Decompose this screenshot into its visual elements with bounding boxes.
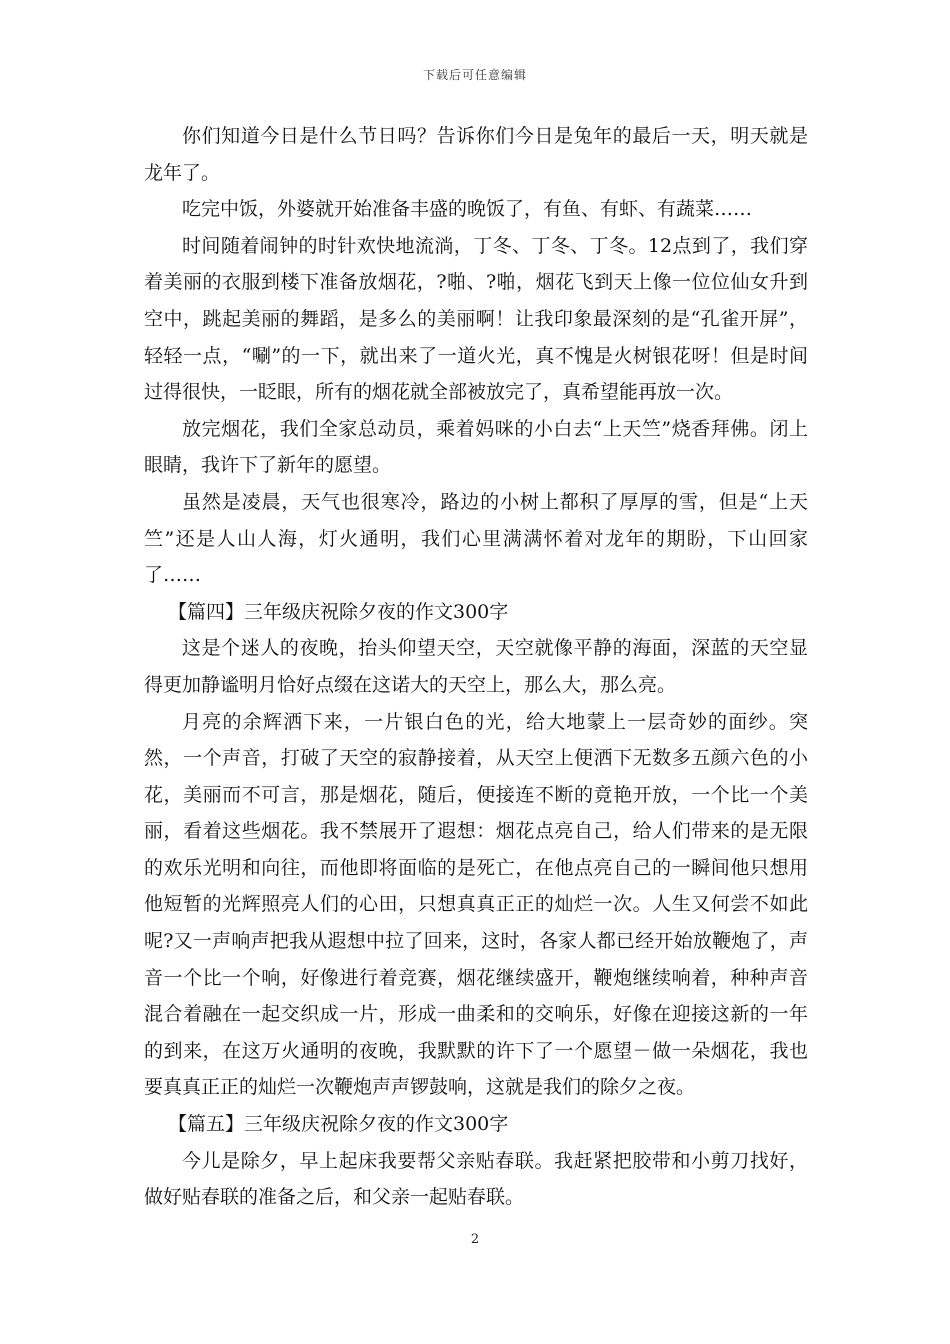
paragraph: 虽然是凌晨，天气也很寒冷，路边的小树上都积了厚厚的雪，但是“上天竺”还是人山人海，灯火通明，我们心里满满怀着对龙年的期盼，下山回家了…… — [144, 490, 808, 587]
paragraph: 这是个迷人的夜晚，抬头仰望天空，天空就像平静的海面，深蓝的天空显得更加静谧明月恰好点缀在这诺大的天空上，那么大，那么亮。 — [144, 637, 808, 696]
paragraph: 月亮的余辉洒下来，一片银白色的光，给大地蒙上一层奇妙的面纱。突然，一个声音，打破了天空的寂静接着，从天空上便洒下无数多五颜六色的小花，美丽而不可言，那是烟花，随后，便接连不断的竟艳开放，一个比一个美丽，看着这些烟花。我不禁展开了遐想：烟花点亮自己，给人们带来的是无限的欢乐光明和向往，而他即将面临的是死亡，在他点亮自己的一瞬间他只想用他短暂的光辉照亮人们的心田，只想真真正正的灿烂一次。人生又何尝不如此呢?又一声响声把我从遐想中拉了回来，这时，各家人都已经开始放鞭炮了，声音一个比一个响，好像进行着竞赛，烟花继续盛开，鞭炮继续响着，种种声音混合着融在一起交织成一片，形成一曲柔和的交响乐，好像在迎接这新的一年的到来，在这万火通明的夜晚，我默默的许下了一个愿望－做一朵烟花，我也要真真正正的灿烂一次鞭炮声声锣鼓响，这就是我们的除夕之夜。 — [144, 710, 808, 1099]
section-heading: 【篇四】三年级庆祝除夕夜的作文300字 — [168, 600, 509, 623]
page-header: 下载后可任意编辑 — [422, 68, 527, 82]
paragraph: 你们知道今日是什么节日吗？告诉你们今日是兔年的最后一天，明天就是龙年了。 — [144, 125, 808, 184]
document-body — [144, 118, 808, 1216]
section-heading: 【篇五】三年级庆祝除夕夜的作文300字 — [168, 1113, 509, 1136]
paragraph: 今儿是除夕，早上起床我要帮父亲贴春联。我赶紧把胶带和小剪刀找好，做好贴春联的准备之后，和父亲一起贴春联。 — [144, 1149, 808, 1209]
paragraph: 放完烟花，我们全家总动员，乘着妈咪的小白去“上天竺”烧香拜佛。闭上眼睛，我许下了新年的愿望。 — [144, 417, 808, 477]
page-number: 2 — [470, 1232, 480, 1247]
paragraph: 时间随着闹钟的时针欢快地流淌，丁冬、丁冬、丁冬。12点到了，我们穿着美丽的衣服到楼下准备放烟花，?啪、?啪，烟花飞到天上像一位位仙女升到空中，跳起美丽的舞蹈，是多么的美丽啊！让我印象最深刻的是“孔雀开屏”，轻轻一点，“唰”的一下，就出来了一道火光，真不愧是火树银花呀！但是时间过得很快，一眨眼，所有的烟花就全部被放完了，真希望能再放一次。 — [144, 234, 808, 404]
paragraph: 吃完中饭，外婆就开始准备丰盛的晚饭了，有鱼、有虾、有蔬菜…… — [182, 198, 753, 221]
